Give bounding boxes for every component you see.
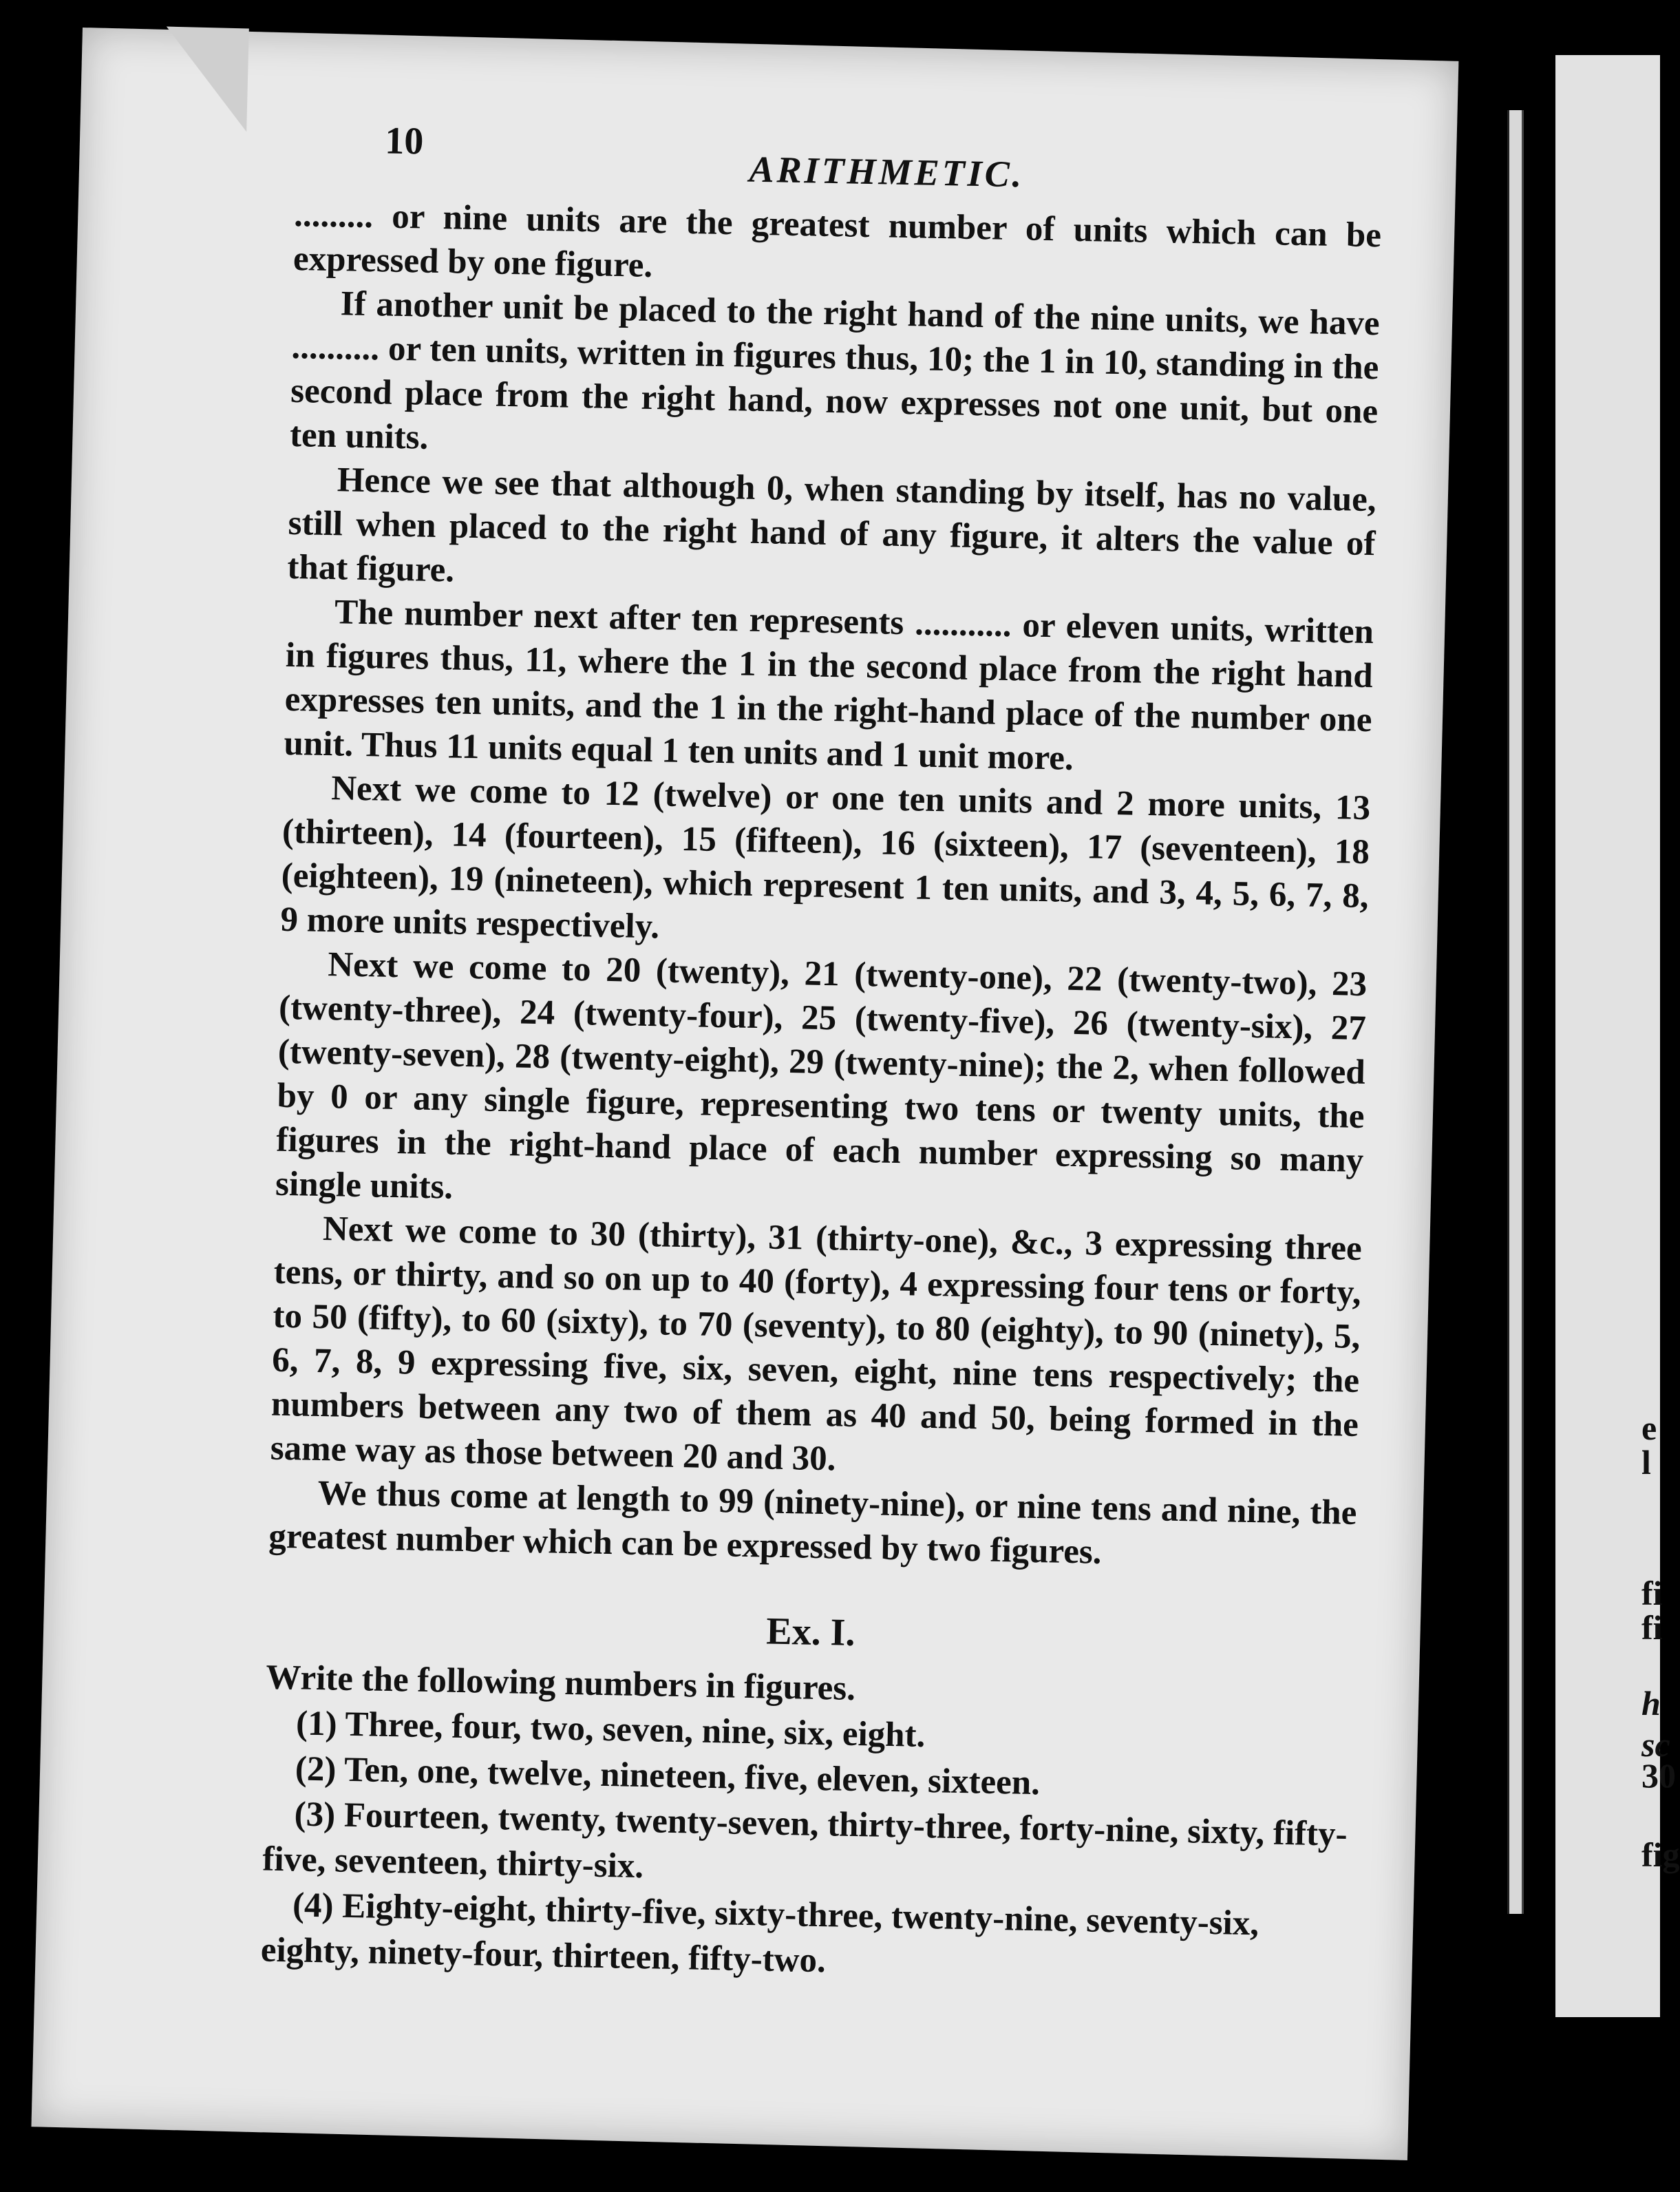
page-number: 10 xyxy=(384,119,424,163)
exercise-item: (2) Ten, one, twelve, nineteen, five, eleven, sixteen. xyxy=(295,1749,1041,1803)
exercise xyxy=(260,1655,1354,1994)
book-spine xyxy=(1507,110,1524,1914)
paragraph: We thus come at length to 99 (ninety-nine), or nine tens and nine, the greatest number which can be expressed by two figures. xyxy=(268,1473,1357,1572)
paragraph: Hence we see that although 0, when standing by itself, has no value, still when placed to the right hand of any figure, it alters the value of that figure. xyxy=(286,461,1377,590)
paragraph: The number next after ten represents ........... or eleven units, written in figures thus, 11, where the 1 in the second place from the right hand expresses ten units, and the 1 in the right-hand place of the number one unit. Thus 11 units equal 1 ten units and 1 unit more. xyxy=(283,593,1374,778)
folded-corner xyxy=(164,27,249,132)
facing-page-fragment: fi xyxy=(1641,1574,1663,1612)
exercise-instruction: Write the following numbers in figures. xyxy=(265,1658,856,1709)
paragraph: Next we come to 30 (thirty), 31 (thirty-one), &c., 3 expressing three tens, or thirty, and so on up to 40 (forty), 4 expressing four tens or forty, to 50 (fifty), to 60 (sixty), to 70 (seventy), to 80 (eighty), to 90 (ninety), 5, 6, 7, 8, 9 expressing five, six, seven, eight, nine tens respectively; the numbers between any two of them as 40 and 50, being formed in the same way as those between 20 and 30. xyxy=(270,1210,1363,1479)
facing-page-fragment: l xyxy=(1641,1443,1651,1482)
facing-page-fragment: fi xyxy=(1641,1608,1663,1647)
exercise-heading: Ex. I. xyxy=(765,1610,856,1654)
running-title: ARITHMETIC. xyxy=(749,148,1025,196)
facing-page-fragment: fig xyxy=(1641,1835,1680,1874)
paragraph: Next we come to 20 (twenty), 21 (twenty-one), 22 (twenty-two), 23 (twenty-three), 24 (twenty-four), 25 (twenty-five), 26 (twenty-six), 27 (twenty-seven), 28 (twenty-eight), 29 (twenty-nine); the 2, when followed by 0 or any single figure, representing two tens or twenty units, the figures in the right-hand place of each number expressing so many single units. xyxy=(275,945,1368,1207)
paragraph: Next we come to 12 (twelve) or one ten units and 2 more units, 13 (thirteen), 14 (fourteen), 15 (fifteen), 16 (sixteen), 17 (seventeen), 18 (eighteen), 19 (nineteen), which represent 1 ten units, and 3, 4, 5, 6, 7, 8, 9 more units respectively. xyxy=(280,769,1371,947)
paragraph: ......... or nine units are the greatest number of units which can be expressed by one figure. xyxy=(293,195,1382,285)
facing-page-fragment: 30 xyxy=(1641,1756,1676,1795)
facing-page-fragment: sc xyxy=(1641,1725,1670,1764)
exercise-item: (4) Eighty-eight, thirty-five, sixty-three, twenty-nine, seventy-six, eighty, ninety-four, thirteen, fifty-two. xyxy=(260,1886,1259,1981)
book-page xyxy=(260,117,1383,1994)
exercise-item: (1) Three, four, two, seven, nine, six, eight. xyxy=(295,1704,926,1755)
exercise-item: (3) Fourteen, twenty, twenty-seven, thirty-three, forty-nine, sixty, fifty-five, seventeen, thirty-six. xyxy=(262,1795,1348,1886)
page-body xyxy=(268,193,1382,1579)
paragraph: If another unit be placed to the right hand of the nine units, we have .......... or ten units, written in figures thus, 10; the 1 in 10, standing in the second place from the right hand, now expresses not one unit, but one ten units. xyxy=(289,284,1381,457)
facing-page-fragment: h xyxy=(1641,1684,1661,1722)
facing-page-fragment: e xyxy=(1641,1409,1657,1447)
